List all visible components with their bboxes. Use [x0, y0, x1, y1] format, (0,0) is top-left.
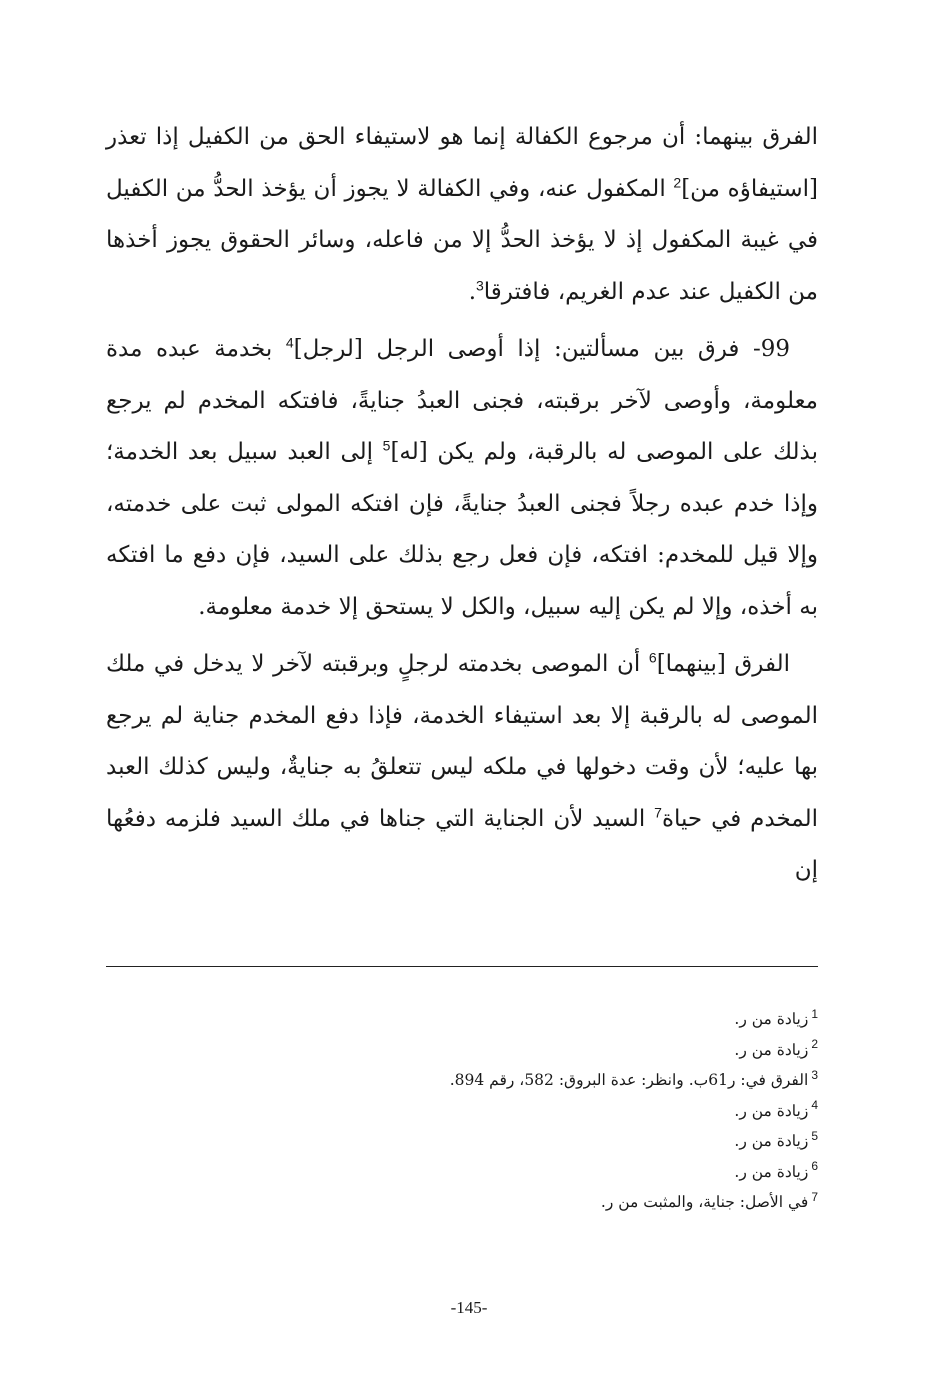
footnote-item: [118, 1096, 818, 1127]
footnote-ref: 7: [654, 803, 662, 820]
footnote-ref: 5: [382, 437, 391, 454]
paragraph-text: .: [468, 278, 476, 305]
footnote-item: [118, 1187, 818, 1218]
footnote-number: 5: [811, 1128, 818, 1143]
paragraph-text: بخدمة عبده مدة معلومة، وأوصى لآخر برقبته، فجنى العبدُ جنايةً، فافتكه المخدم لم يرجع بذلك على الموصى له بالرقبة، ولم يكن [له]: [106, 336, 818, 465]
footnote-number: 1: [811, 1006, 818, 1021]
paragraph-1: [106, 112, 818, 318]
paragraph-text: السيد لأن الجناية التي جناها في ملك السيد فلزمه دفعُها إن: [106, 805, 818, 883]
paragraph-2: [106, 324, 818, 633]
footnote-separator: [106, 966, 818, 967]
footnote-number: 7: [811, 1189, 818, 1204]
paragraph-text: أن الموصى بخدمته لرجلٍ وبرقبته لآخر لا يدخل في ملك الموصى له بالرقبة إلا بعد استيفاء الخدمة، فإذا دفع المخدم جناية لم يرجع بها عليه؛ لأن وقت دخولها في ملكه ليس تتعلقُ به جنايةٌ، وليس كذلك العبد المخدم في حياة: [106, 651, 819, 832]
paragraph-text: المكفول عنه، وفي الكفالة لا يجوز أن يؤخذ الحدُّ من الكفيل في غيبة المكفول إذ لا يؤخذ الحدُّ إلا من فاعله، وسائر الحقوق يجوز أخذها من الكفيل عند عدم الغريم، فافترقا: [106, 175, 818, 305]
footnote-ref: 6: [648, 649, 657, 666]
footnote-number: 4: [811, 1098, 818, 1113]
paragraph-text: الفرق بينهما: أن مرجوع الكفالة إنما هو لاستيفاء الحق من الكفيل إذا تعذر [استيفاؤه من]: [106, 124, 818, 202]
footnote-item: [118, 1004, 818, 1035]
footnote-number: 6: [811, 1159, 818, 1174]
footnote-ref: 2: [673, 173, 682, 190]
footnote-text: زيادة من ر.: [734, 1162, 809, 1181]
footnote-item: [118, 1065, 818, 1096]
footnote-text: زيادة من ر.: [734, 1101, 809, 1120]
footnote-number: 2: [811, 1037, 818, 1052]
paragraph-3: [106, 639, 818, 897]
footnote-item: [118, 1035, 818, 1066]
page-number: -145-: [450, 1298, 488, 1317]
footnote-text: زيادة من ر.: [734, 1010, 809, 1028]
footnote-ref: 3: [476, 276, 484, 293]
footnote-item: [118, 1157, 818, 1188]
footnote-ref: 4: [285, 334, 294, 351]
paragraph-text: إلى العبد سبيل بعد الخدمة؛ وإذا خدم عبده رجلاً فجنى العبدُ جنايةً، فإن افتكه المولى ثبت على خدمته، وإلا قيل للمخدم: افتكه، فإن فعل رجع بذلك على السيد، فإن دفع ما افتكه به أخذه، وإلا لم يكن إليه سبيل، والكل لا يستحق إلا خدمة معلومة.: [106, 439, 818, 620]
footnote-text: الفرق في: ر61ب. وانظر: عدة البروق: 582، رقم 894.: [449, 1071, 809, 1089]
paragraph-text: الفرق [بينهما]: [656, 651, 791, 677]
footnote-item: [118, 1126, 818, 1157]
footnote-number: 3: [811, 1067, 818, 1082]
main-text: [106, 112, 818, 897]
footnote-text: زيادة من ر.: [734, 1040, 809, 1059]
footnotes: [118, 1004, 818, 1218]
footnote-text: في الأصل: جناية، والمثبت من ر.: [600, 1193, 809, 1211]
paragraph-text: 99- فرق بين مسألتين: إذا أوصى الرجل [لرجل]: [293, 336, 791, 362]
footnote-text: زيادة من ر.: [734, 1132, 809, 1150]
